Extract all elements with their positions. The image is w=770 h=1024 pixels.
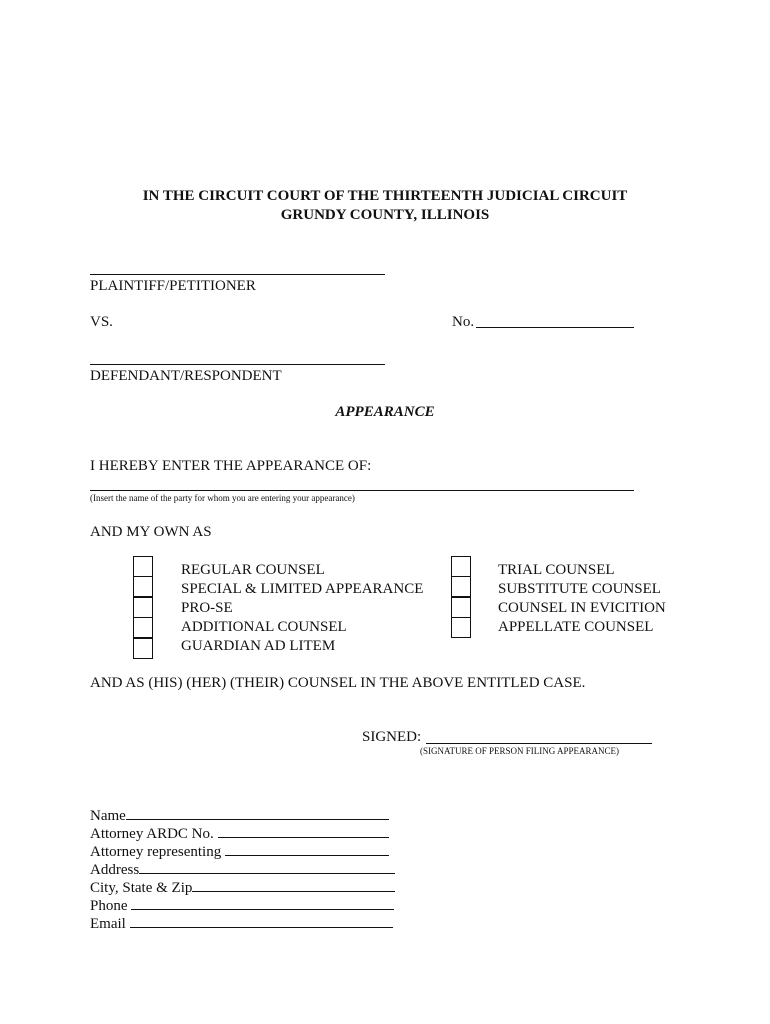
- email-field[interactable]: [130, 914, 393, 928]
- case-number-field[interactable]: [476, 327, 634, 328]
- phone-field[interactable]: [131, 896, 394, 910]
- substitute-counsel-checkbox[interactable]: [451, 576, 471, 597]
- option-special-limited-appearance: SPECIAL & LIMITED APPEARANCE: [181, 581, 424, 597]
- counsel-in-eviction-checkbox[interactable]: [451, 597, 471, 618]
- county-heading: GRUNDY COUNTY, ILLINOIS: [280, 207, 490, 223]
- contact-name-row: [90, 806, 389, 825]
- document-title: APPEARANCE: [335, 404, 435, 420]
- option-regular-counsel: REGULAR COUNSEL: [181, 562, 325, 578]
- contact-email-row: [90, 914, 393, 933]
- representing-field[interactable]: [225, 842, 389, 856]
- option-pro-se: PRO-SE: [181, 600, 233, 616]
- city-state-zip-field[interactable]: [192, 878, 395, 892]
- contact-city-row: [90, 878, 395, 897]
- option-substitute-counsel: SUBSTITUTE COUNSEL: [498, 581, 661, 597]
- defendant-label: DEFENDANT/RESPONDENT: [90, 368, 282, 384]
- vs-label: VS.: [90, 314, 113, 330]
- defendant-name-field[interactable]: [90, 364, 385, 365]
- trial-counsel-checkbox[interactable]: [451, 556, 471, 577]
- pro-se-checkbox[interactable]: [133, 597, 153, 618]
- phone-label: Phone: [90, 898, 128, 914]
- case-number-label: No.: [452, 314, 475, 330]
- additional-counsel-checkbox[interactable]: [133, 617, 153, 638]
- name-label: Name: [90, 808, 126, 824]
- own-as-text: AND MY OWN AS: [90, 524, 212, 540]
- plaintiff-name-field[interactable]: [90, 274, 385, 275]
- city-state-zip-label: City, State & Zip: [90, 880, 193, 896]
- contact-phone-row: [90, 896, 394, 915]
- representing-label: Attorney representing: [90, 844, 222, 860]
- signed-label: SIGNED:: [362, 729, 422, 745]
- guardian-ad-litem-checkbox[interactable]: [133, 638, 153, 659]
- party-name-field[interactable]: [90, 490, 634, 491]
- enter-appearance-text: I HEREBY ENTER THE APPEARANCE OF:: [90, 458, 372, 474]
- ardc-label: Attorney ARDC No.: [90, 826, 214, 842]
- contact-address-row: [90, 860, 395, 879]
- contact-ardc-row: [90, 824, 389, 843]
- option-counsel-in-eviction: COUNSEL IN EVICITION: [498, 600, 666, 616]
- address-label: Address: [90, 862, 140, 878]
- insert-party-hint: (Insert the name of the party for whom you are entering your appearance): [90, 493, 355, 503]
- signature-caption: (SIGNATURE OF PERSON FILING APPEARANCE): [420, 746, 620, 756]
- contact-representing-row: [90, 842, 389, 861]
- option-trial-counsel: TRIAL COUNSEL: [498, 562, 615, 578]
- regular-counsel-checkbox[interactable]: [133, 556, 153, 577]
- option-guardian-ad-litem: GUARDIAN AD LITEM: [181, 638, 336, 654]
- signature-field[interactable]: [426, 743, 652, 744]
- option-additional-counsel: ADDITIONAL COUNSEL: [181, 619, 347, 635]
- name-field[interactable]: [126, 806, 389, 820]
- address-field[interactable]: [139, 860, 395, 874]
- appellate-counsel-checkbox[interactable]: [451, 617, 471, 638]
- plaintiff-label: PLAINTIFF/PETITIONER: [90, 278, 256, 294]
- court-heading: IN THE CIRCUIT COURT OF THE THIRTEENTH JUDICIAL CIRCUIT: [142, 188, 628, 204]
- option-appellate-counsel: APPELLATE COUNSEL: [498, 619, 654, 635]
- special-limited-appearance-checkbox[interactable]: [133, 576, 153, 597]
- counsel-statement: AND AS (HIS) (HER) (THEIR) COUNSEL IN THE ABOVE ENTITLED CASE.: [90, 675, 586, 691]
- ardc-field[interactable]: [218, 824, 389, 838]
- email-label: Email: [90, 916, 126, 932]
